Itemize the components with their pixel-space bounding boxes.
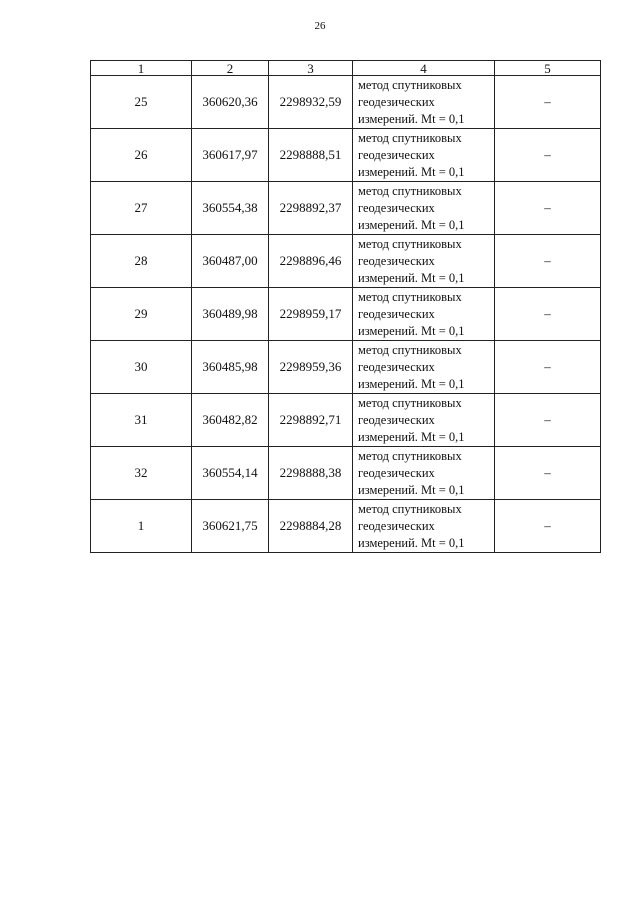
method-description [353,182,495,235]
coordinate-y: 2298888,51 [269,129,353,182]
point-number: 31 [91,394,192,447]
coordinate-y: 2298959,17 [269,288,353,341]
column-header-4: 4 [353,61,495,76]
table-row [91,76,601,129]
method-line: метод спутниковых [358,183,462,198]
method-line: метод спутниковых [358,289,462,304]
note-cell: – [495,394,601,447]
method-description [353,394,495,447]
point-number: 25 [91,76,192,129]
method-line: измерений. Mt = 0,1 [358,323,465,338]
method-line: геодезических [358,94,435,109]
table-row [91,500,601,553]
point-number: 29 [91,288,192,341]
header-row [91,61,601,76]
note-cell: – [495,76,601,129]
coordinates-table [90,60,601,553]
method-description [353,129,495,182]
table-row [91,447,601,500]
method-line: измерений. Mt = 0,1 [358,376,465,391]
table-row [91,288,601,341]
method-line: измерений. Mt = 0,1 [358,535,465,550]
coordinate-x: 360554,38 [192,182,269,235]
point-number: 30 [91,341,192,394]
method-description [353,447,495,500]
table-row [91,235,601,288]
point-number: 1 [91,500,192,553]
coordinate-x: 360617,97 [192,129,269,182]
method-line: геодезических [358,200,435,215]
method-line: метод спутниковых [358,130,462,145]
method-line: измерений. Mt = 0,1 [358,482,465,497]
column-header-1: 1 [91,61,192,76]
note-cell: – [495,288,601,341]
coordinate-y: 2298884,28 [269,500,353,553]
column-header-2: 2 [192,61,269,76]
point-number: 27 [91,182,192,235]
note-cell: – [495,500,601,553]
coordinate-y: 2298932,59 [269,76,353,129]
method-line: метод спутниковых [358,395,462,410]
method-line: метод спутниковых [358,448,462,463]
method-line: геодезических [358,253,435,268]
method-line: измерений. Mt = 0,1 [358,429,465,444]
method-line: метод спутниковых [358,342,462,357]
method-line: геодезических [358,147,435,162]
method-line: измерений. Mt = 0,1 [358,164,465,179]
method-description [353,76,495,129]
method-line: измерений. Mt = 0,1 [358,111,465,126]
point-number: 28 [91,235,192,288]
table-row [91,129,601,182]
note-cell: – [495,182,601,235]
note-cell: – [495,129,601,182]
table-row [91,341,601,394]
method-description [353,288,495,341]
method-line: метод спутниковых [358,501,462,516]
method-line: геодезических [358,306,435,321]
coordinate-y: 2298896,46 [269,235,353,288]
note-cell: – [495,235,601,288]
method-line: геодезических [358,412,435,427]
coordinate-x: 360621,75 [192,500,269,553]
note-cell: – [495,447,601,500]
coordinate-x: 360482,82 [192,394,269,447]
coordinate-y: 2298892,71 [269,394,353,447]
method-line: измерений. Mt = 0,1 [358,217,465,232]
coordinate-x: 360489,98 [192,288,269,341]
method-line: метод спутниковых [358,77,462,92]
coordinate-x: 360487,00 [192,235,269,288]
table-body [91,76,601,553]
point-number: 32 [91,447,192,500]
method-line: геодезических [358,359,435,374]
table-row [91,182,601,235]
method-description [353,500,495,553]
note-cell: – [495,341,601,394]
coordinate-x: 360620,36 [192,76,269,129]
method-line: метод спутниковых [358,236,462,251]
coordinate-x: 360485,98 [192,341,269,394]
coordinate-x: 360554,14 [192,447,269,500]
method-description [353,341,495,394]
page-number: 26 [314,20,326,32]
method-description [353,235,495,288]
coordinate-y: 2298892,37 [269,182,353,235]
table-header [91,61,601,76]
column-header-3: 3 [269,61,353,76]
table-row [91,394,601,447]
method-line: геодезических [358,465,435,480]
point-number: 26 [91,129,192,182]
method-line: измерений. Mt = 0,1 [358,270,465,285]
method-line: геодезических [358,518,435,533]
coordinate-y: 2298959,36 [269,341,353,394]
column-header-5: 5 [495,61,601,76]
coordinate-y: 2298888,38 [269,447,353,500]
